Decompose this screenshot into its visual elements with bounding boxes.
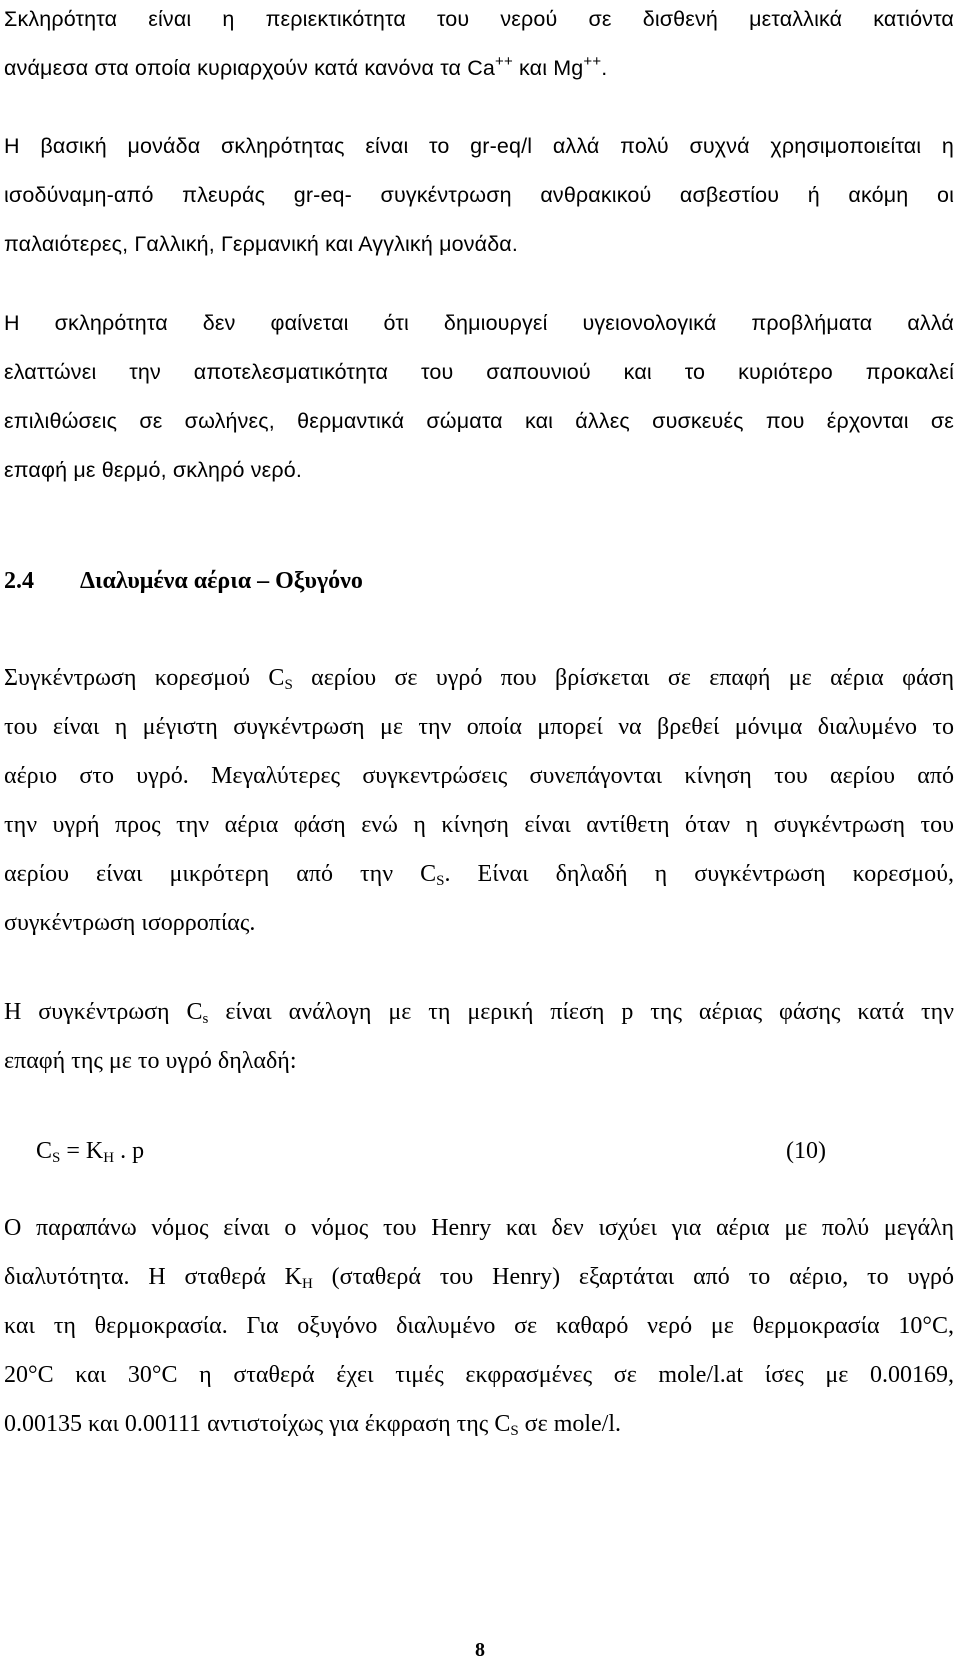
page-number: 8: [475, 1639, 485, 1661]
paragraph-saturation-concentration: [4, 654, 954, 948]
paragraph-henry-law: [4, 1204, 954, 1449]
section-title: Διαλυμένα αέρια – Οξυγόνο: [80, 568, 363, 594]
text-line: την υγρή προς την αέρια φάση ενώ η κίνηση είναι αντίθετη όταν η συγκέντρωση του: [4, 812, 954, 838]
text-line: 0.00135 και 0.00111 αντιστοίχως για έκφραση της $C_S$ σε mole/l.: [4, 1411, 622, 1439]
text-line: ανάμεσα στα οποία κυριαρχούν κατά κανόνα τα Ca++ και Mg++.: [4, 53, 608, 80]
text-line: επιλιθώσεις σε σωλήνες, θερμαντικά σώματα και άλλες συσκευές που έρχονται σε: [4, 409, 954, 433]
text-line: Η συγκέντρωση $C_s$ είναι ανάλογη με τη μερική πίεση p της αέριας φάσης κατά την: [4, 999, 954, 1027]
text-line: επαφή της με το υγρό δηλαδή:: [4, 1048, 297, 1074]
paragraph-partial-pressure: [4, 988, 954, 1086]
text-line: του είναι η μέγιστη συγκέντρωση με την οποία μπορεί να βρεθεί μόνιμα διαλυμένο το: [4, 714, 954, 740]
paragraph-hardness-units: [4, 122, 954, 269]
paragraph-hardness-effects: [4, 299, 954, 495]
paragraph-hardness-definition: [4, 0, 954, 93]
text-line: αερίου είναι μικρότερη από την $C_S$. Είναι δηλαδή η συγκέντρωση κορεσμού,: [4, 861, 954, 889]
text-line: ισοδύναμη-από πλευράς gr-eq- συγκέντρωση ανθρακικού ασβεστίου ή ακόμη οι: [4, 183, 954, 207]
text-line: Συγκέντρωση κορεσμού $C_S$ αερίου σε υγρό που βρίσκεται σε επαφή με αέρια φάση: [4, 665, 954, 693]
text-line: και τη θερμοκρασία. Για οξυγόνο διαλυμένο σε καθαρό νερό με θερμοκρασία 10°C,: [4, 1313, 954, 1339]
text-line: Η βασική μονάδα σκληρότητας είναι το gr-eq/l αλλά πολύ συχνά χρησιμοποιείται η: [4, 134, 954, 158]
text-line: συγκέντρωση ισορροπίας.: [4, 910, 256, 936]
section-heading: [4, 566, 363, 596]
text-line: ελαττώνει την αποτελεσματικότητα του σαπουνιού και το κυριότερο προκαλεί: [4, 360, 954, 384]
text-line: Ο παραπάνω νόμος είναι ο νόμος του Henry και δεν ισχύει για αέρια με πολύ μεγάλη: [4, 1215, 954, 1241]
equation-number: (10): [786, 1138, 826, 1164]
text-line: διαλυτότητα. Η σταθερά $K_H$ (σταθερά του Henry) εξαρτάται από το αέριο, το υγρό: [4, 1264, 954, 1292]
text-line: 20°C και 30°C η σταθερά έχει τιμές εκφρασμένες σε mole/l.at ίσες με 0.00169,: [4, 1362, 954, 1388]
text-line: παλαιότερες, Γαλλική, Γερμανική και Αγγλική μονάδα.: [4, 232, 519, 256]
henry-law-equation: $C_S = K_H$ . p: [36, 1138, 145, 1166]
text-line: Η σκληρότητα δεν φαίνεται ότι δημιουργεί υγειονολογικά προβλήματα αλλά: [4, 311, 954, 335]
section-number: 2.4: [4, 568, 34, 594]
text-line: Σκληρότητα είναι η περιεκτικότητα του νερού σε δισθενή μεταλλικά κατιόντα: [4, 7, 954, 31]
text-line: αέριο στο υγρό. Μεγαλύτερες συγκεντρώσεις συνεπάγονται κίνηση του αερίου από: [4, 763, 954, 789]
text-line: επαφή με θερμό, σκληρό νερό.: [4, 458, 303, 482]
